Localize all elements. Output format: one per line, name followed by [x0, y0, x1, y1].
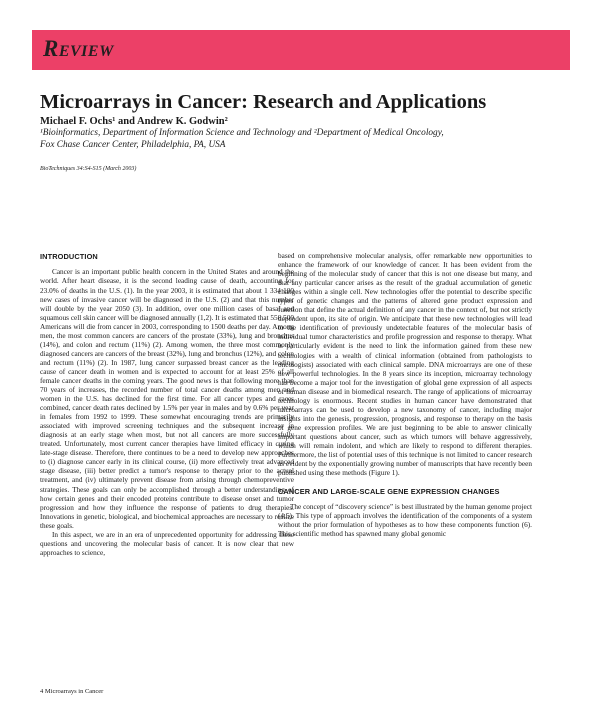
cancer-section-heading: CANCER AND LARGE-SCALE GENE EXPRESSION CHANGES [278, 487, 500, 497]
affiliation-line-2: Fox Chase Cancer Center, Philadelphia, PA, USA [40, 140, 226, 150]
page-footer: 4 Microarrays in Cancer [40, 688, 104, 695]
section-label: Review [43, 36, 114, 61]
journal-citation: BioTechniques 34:S4-S15 (March 2003) [40, 166, 137, 172]
right-paragraph-2: The concept of “discovery science” is best illustrated by the human genome project (4,5). This type of approach involves the identification of the components of a system without the prior formulation of hypotheses as to how these components function (6). This scientific method has spawned many global genomic [278, 502, 532, 538]
intro-paragraph-2: In this aspect, we are in an era of unprecedented opportunity for addressing these questions and uncovering the molecular basis of cancer. It is now clear that new approaches to science, [40, 530, 294, 557]
right-column [278, 252, 532, 539]
left-column [40, 252, 294, 558]
article-title: Microarrays in Cancer: Research and Applications [40, 91, 487, 113]
affiliation-line-1: ¹Bioinformatics, Department of Information Science and Technology and ²Department of Medical Oncology, [40, 128, 444, 138]
intro-paragraph-1: Cancer is an important public health concern in the United States and around the world. After heart disease, it is the second leading cause of death, accounting for 23.0% of deaths in the U.S. (1). In the year 2003, it is estimated that about 1 334 100 new cases of invasive cancer will be diagnosed in the U.S. (2) and that this number will double by the year 2050 (3). In addition, over one million cases of basal and squamous cell skin cancer will be diagnosed annually (1,2). It is estimated that 556 500 Americans will die from cancer in 2003, corresponding to 1500 deaths per day. Among men, the most common cancers are cancers of the prostate (33%), lung and bronchus (14%), and colon and rectum (11%) (2). Among women, the three most commonly diagnosed cancers are cancers of the breast (32%), lung and bronchus (12%), and colon and rectum (11%) (2). In 1987, lung cancer surpassed breast cancer as the leading cause of cancer death in women and is expected to account for at least 25% of all female cancer deaths in the coming years. The good news is that following more than 70 years of increases, the recorded number of total cancer deaths among men and women in the U.S. has declined for the first time. For all cancer types and races combined, cancer death rates declined by 1.5% per year in males and by 0.6% per year in females from 1992 to 1999. These somewhat encouraging trends are primarily associated with improved screening techniques and the subsequent increase in diagnosis at an early stage when most, but not all cancers are more successfully treated. Unfortunately, most current cancer therapies have limited efficacy in curing late-stage disease. Therefore, there continues to be a need to develop new approaches to (i) diagnose cancer early in its clinical course, (ii) more effectively treat advanced stage disease, (iii) better predict a tumor's response to therapy prior to the actual treatment, and (iv) ultimately prevent disease from arising through chemopreventive strategies. These goals can only be accomplished through a better understanding of how certain genes and their encoded proteins contribute to disease onset and tumor progression and how they influence the response of patients to drug therapies. Innovations in genetic, biological, and biochemical approaches are necessary to realize these goals. [40, 268, 294, 530]
review-banner [32, 30, 570, 70]
introduction-heading: INTRODUCTION [40, 252, 98, 261]
authors: Michael F. Ochs¹ and Andrew K. Godwin² [40, 116, 228, 127]
right-paragraph-1: based on comprehensive molecular analysis, offer remarkable new opportunities to enhance the framework of our knowledge of cancer. It has been evident from the beginning of the molecular study of cancer that this is not one disease but many, and that any particular cancer arises as the result of the gradual accumulation of genetic changes within a single cell. New technologies offer the potential to describe specific types of genetic changes and the patterns of altered gene product expression and function that define the actual definition of any cancer in the context of, but not strictly dependent upon, its site of origin. We anticipate that these new technologies will lead to the identification of previously undetectable features of the molecular basis of individual tumor characteristics and profile progression and response to therapy. What is particularly evident is the need to link the information gained from these new technologies with a wealth of clinical information (obtained from pathologists to oncologists) associated with each clinical sample. DNA microarrays are one of these new powerful technologies. In the 8 years since its inception, microarray technology has become a major tool for the investigation of global gene expression of all aspects of human disease and in biomedical research. The range of applications of microarray technology is enormous. Recent studies in human cancer have demonstrated that microarrays can be used to develop a new taxonomy of cancer, including major insights into the genesis, progression, prognosis, and response to therapy on the basis of gene expression profiles. We are just beginning to be able to answer clinically important questions about cancer, such as which tumors will behave aggressively, which will remain indolent, and which are likely to respond to different therapies. Furthermore, the list of potential uses of this technique is not limited to cancer research as evident by the exponentially growing number of manuscripts that have recently been published using these methods (Figure 1). [278, 252, 532, 478]
